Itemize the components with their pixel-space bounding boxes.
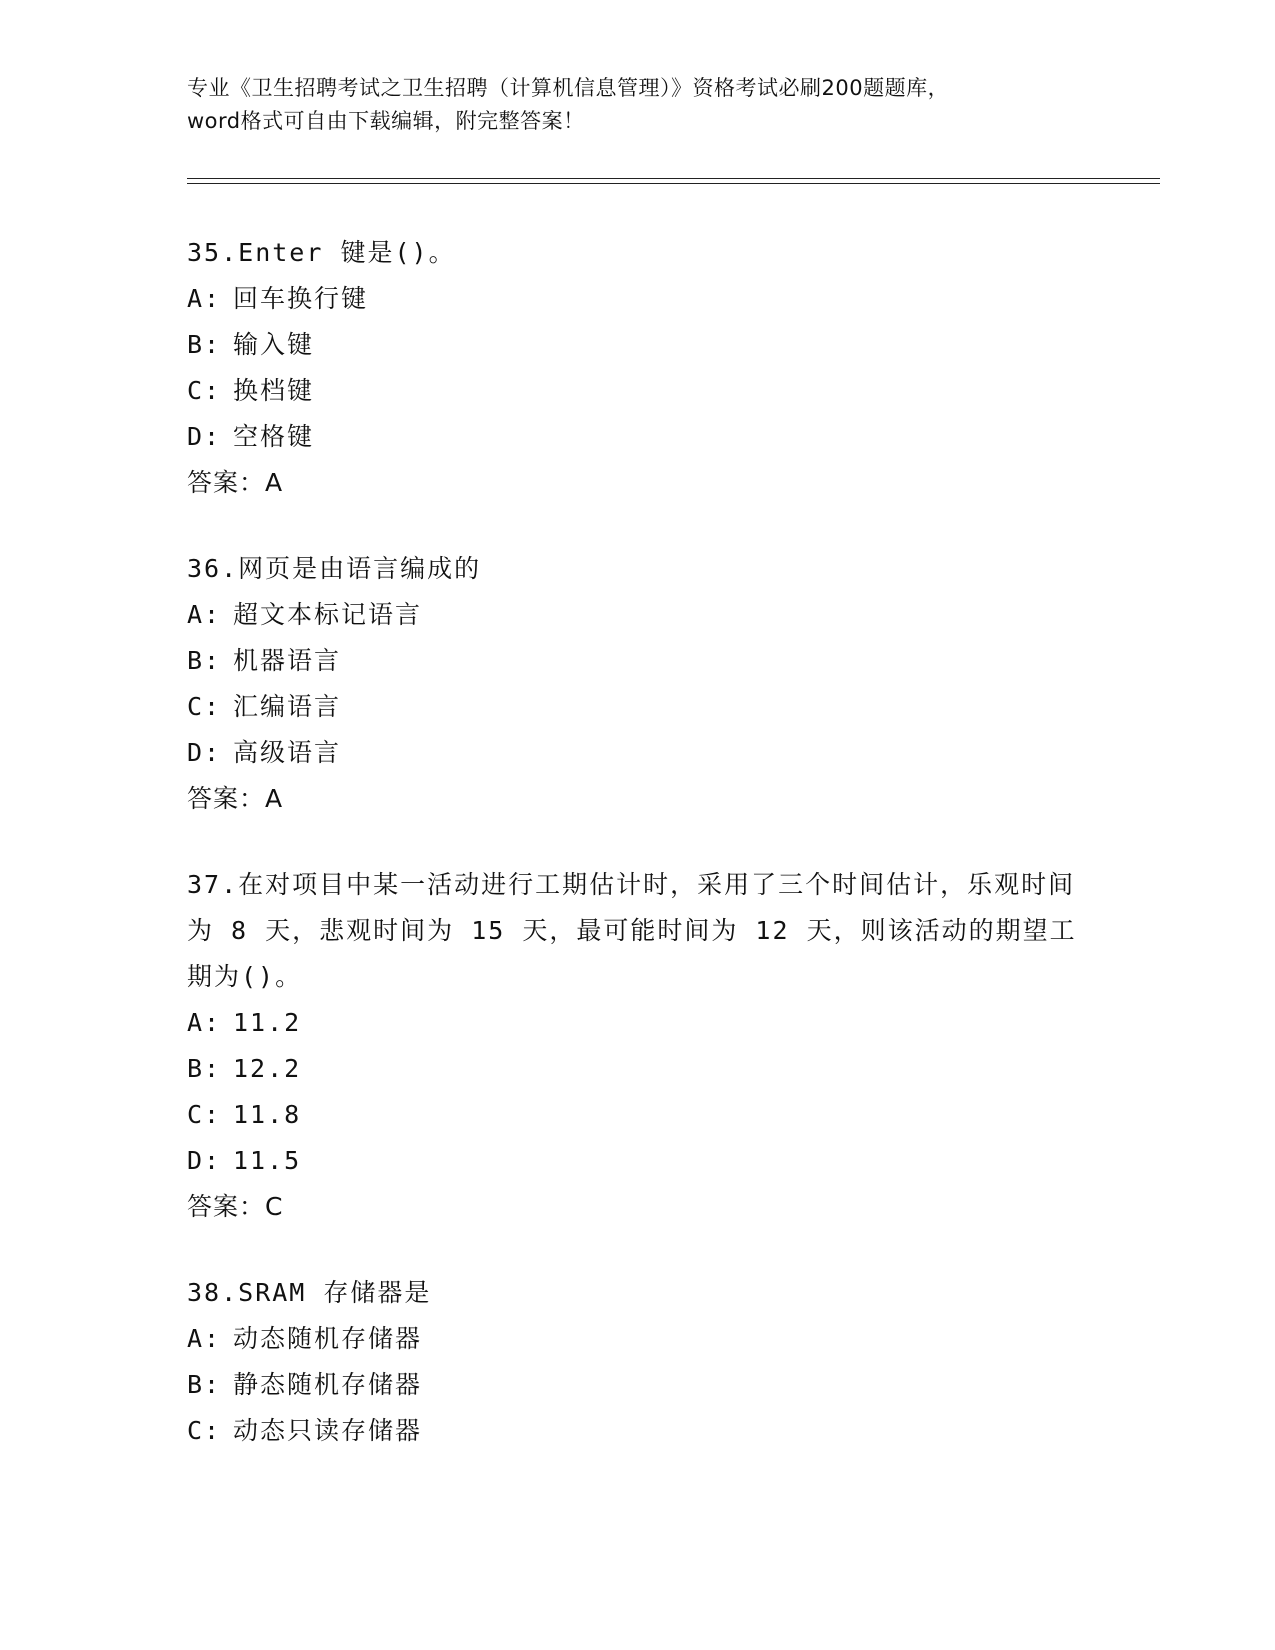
- answer-value: A: [265, 468, 284, 497]
- question-35: [187, 230, 1087, 506]
- option-c: [187, 684, 1087, 730]
- option-d: [187, 1138, 1087, 1184]
- option-text: 静态随机存储器: [233, 1370, 423, 1399]
- option-d: [187, 730, 1087, 776]
- answer-label: 答案：: [187, 1192, 266, 1221]
- answer-value: C: [265, 1192, 284, 1221]
- option-label: A:: [187, 284, 222, 313]
- option-label: A:: [187, 1324, 222, 1353]
- option-text: 12.2: [233, 1054, 302, 1083]
- option-d: [187, 414, 1087, 460]
- answer-line: [187, 460, 1087, 506]
- option-text: 输入键: [233, 330, 315, 359]
- option-b: [187, 1362, 1087, 1408]
- option-label: A:: [187, 1008, 222, 1037]
- answer-line: [187, 1184, 1087, 1230]
- answer-label: 答案：: [187, 468, 266, 497]
- answer-value: A: [265, 784, 284, 813]
- question-text: 38.SRAM 存储器是: [187, 1278, 432, 1307]
- option-a: [187, 1000, 1087, 1046]
- document-header: [187, 72, 1087, 138]
- header-line-1: 专业《卫生招聘考试之卫生招聘（计算机信息管理）》资格考试必刷200题题库，: [187, 76, 950, 100]
- option-label: A:: [187, 600, 222, 629]
- header-divider-bottom: [187, 183, 1160, 184]
- option-label: C:: [187, 1100, 222, 1129]
- option-c: [187, 1092, 1087, 1138]
- option-text: 动态随机存储器: [233, 1324, 423, 1353]
- option-text: 动态只读存储器: [233, 1416, 423, 1445]
- option-b: [187, 1046, 1087, 1092]
- option-a: [187, 592, 1087, 638]
- option-c: [187, 1408, 1087, 1454]
- answer-line: [187, 776, 1087, 822]
- header-line-2: word格式可自由下载编辑，附完整答案！: [187, 109, 585, 133]
- option-label: B:: [187, 1370, 222, 1399]
- option-b: [187, 322, 1087, 368]
- option-a: [187, 1316, 1087, 1362]
- option-label: B:: [187, 646, 222, 675]
- option-text: 11.5: [233, 1146, 302, 1175]
- option-label: D:: [187, 738, 222, 767]
- answer-label: 答案：: [187, 784, 266, 813]
- option-label: C:: [187, 692, 222, 721]
- question-36: [187, 546, 1087, 822]
- option-label: B:: [187, 330, 222, 359]
- option-b: [187, 638, 1087, 684]
- option-text: 高级语言: [233, 738, 342, 767]
- option-text: 超文本标记语言: [233, 600, 423, 629]
- option-text: 11.2: [233, 1008, 302, 1037]
- option-label: C:: [187, 376, 222, 405]
- question-37: [187, 862, 1087, 1230]
- option-text: 11.8: [233, 1100, 302, 1129]
- header-divider-top: [187, 178, 1160, 179]
- option-text: 回车换行键: [233, 284, 369, 313]
- option-label: B:: [187, 1054, 222, 1083]
- option-a: [187, 276, 1087, 322]
- option-label: D:: [187, 422, 222, 451]
- option-c: [187, 368, 1087, 414]
- question-text: 35.Enter 键是()。: [187, 238, 456, 267]
- option-text: 空格键: [233, 422, 315, 451]
- option-text: 机器语言: [233, 646, 342, 675]
- question-38: [187, 1270, 1087, 1454]
- option-label: D:: [187, 1146, 222, 1175]
- option-label: C:: [187, 1416, 222, 1445]
- question-text: 37.在对项目中某一活动进行工期估计时，采用了三个时间估计，乐观时间为 8 天，悲观时间为 15 天，最可能时间为 12 天，则该活动的期望工期为()。: [187, 870, 1077, 991]
- option-text: 汇编语言: [233, 692, 342, 721]
- question-text: 36.网页是由语言编成的: [187, 554, 482, 583]
- option-text: 换档键: [233, 376, 315, 405]
